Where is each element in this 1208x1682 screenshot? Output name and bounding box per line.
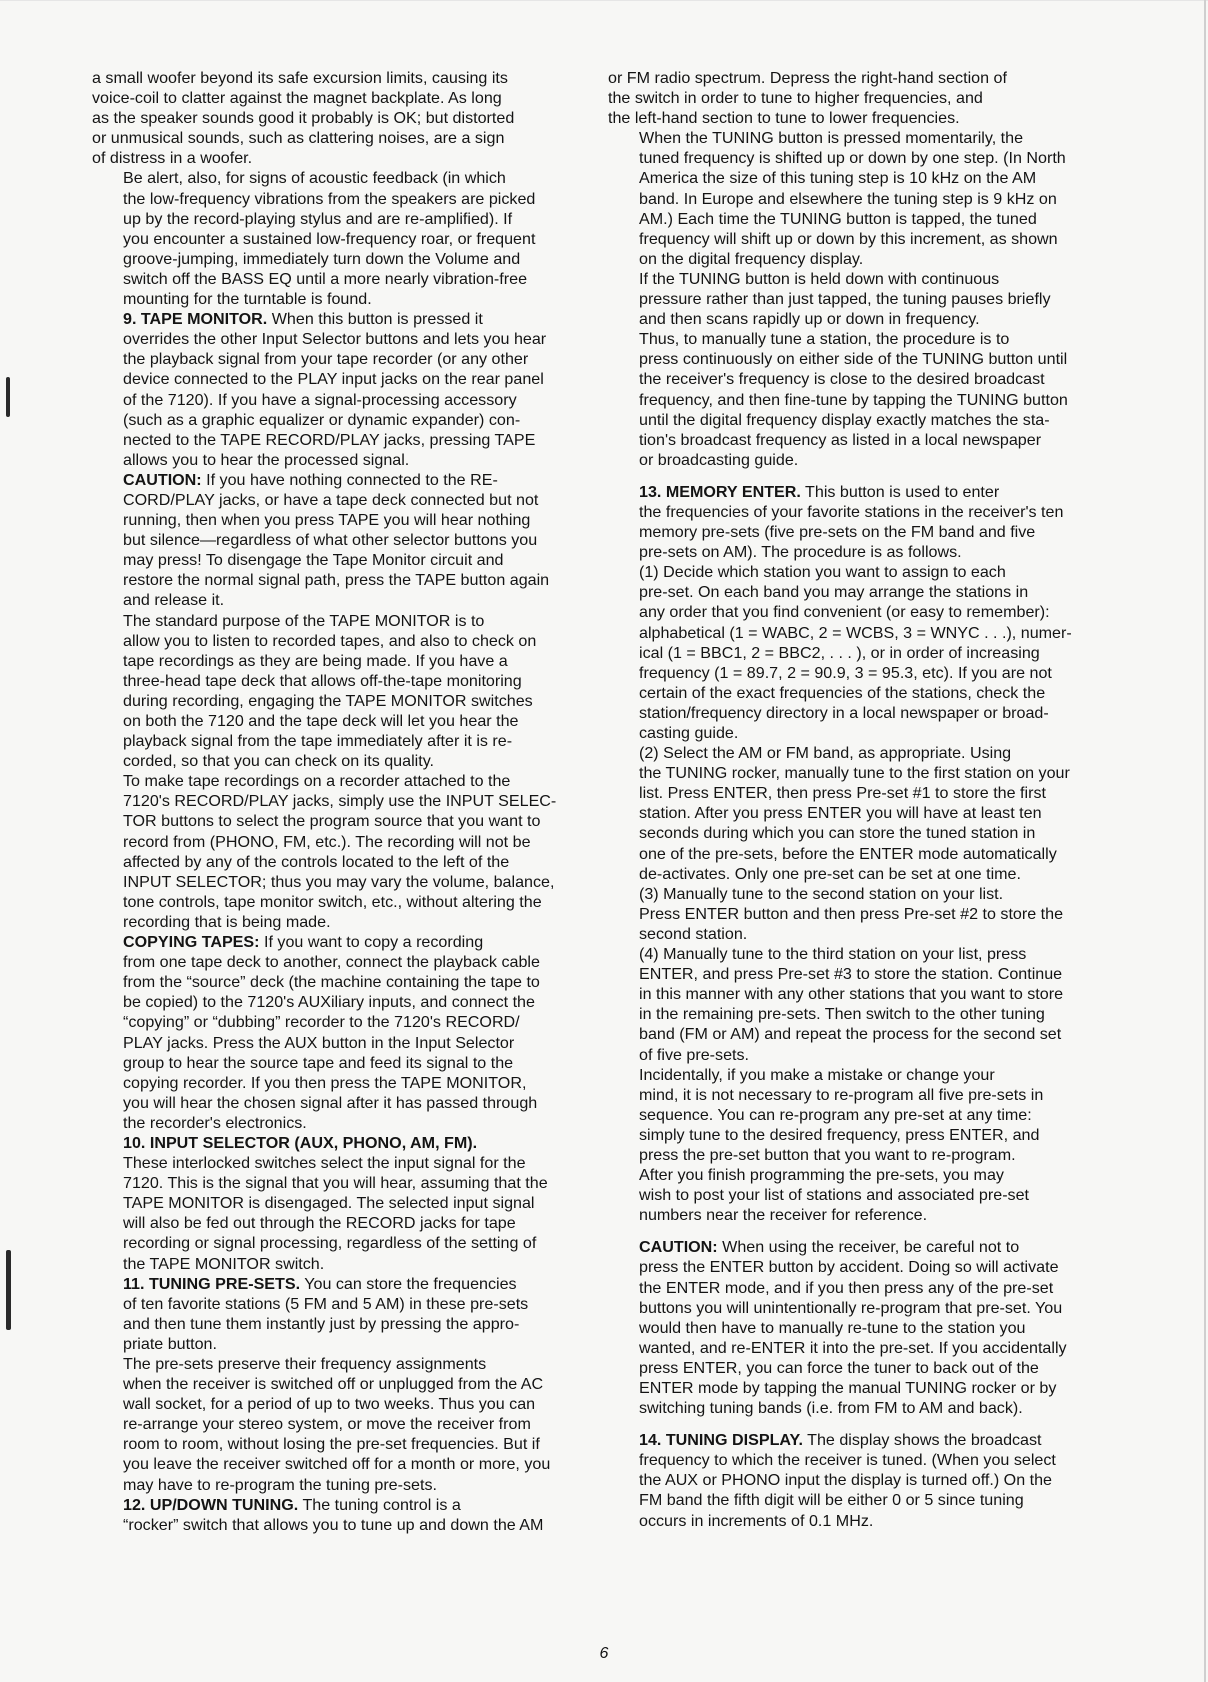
text-line: press ENTER, you can force the tuner to back out of the bbox=[639, 1358, 1039, 1377]
paragraph bbox=[92, 168, 584, 309]
text-line: group to hear the source tape and feed its signal to the bbox=[123, 1053, 514, 1072]
text-line: of distress in a woofer. bbox=[92, 149, 253, 168]
text-line: and then scans rapidly up or down in frequency. bbox=[639, 310, 980, 329]
text-line: INPUT SELECTOR; thus you may vary the volume, balance, bbox=[123, 872, 555, 891]
text-line: certain of the exact frequencies of the stations, check the bbox=[639, 683, 1046, 702]
text-line: (3) Manually tune to the second station on your list. bbox=[639, 884, 1004, 903]
text-line: during recording, engaging the TAPE MONITOR switches bbox=[123, 691, 533, 710]
text-line: of the 7120). If you have a signal-processing accessory bbox=[123, 390, 517, 409]
text-line: Incidentally, if you make a mistake or change your bbox=[639, 1065, 995, 1084]
text-line: one of the pre-sets, before the ENTER mode automatically bbox=[639, 844, 1057, 863]
text-line bbox=[92, 470, 584, 490]
scan-edge-right bbox=[1204, 0, 1206, 1682]
text-line: tion's broadcast frequency as listed in a local newspaper bbox=[639, 430, 1042, 449]
paragraph bbox=[608, 1165, 1102, 1225]
text-line: frequency will shift up or down by this increment, as shown bbox=[639, 229, 1058, 248]
heading-continuation: The display shows the broadcast bbox=[802, 1431, 1042, 1450]
text-line bbox=[92, 932, 584, 952]
text-line: room to room, without losing the pre-set frequencies. But if bbox=[123, 1435, 540, 1454]
text-line: will also be fed out through the RECORD jacks for tape bbox=[123, 1214, 516, 1233]
text-line: from one tape deck to another, connect the playback cable bbox=[123, 953, 540, 972]
paragraph bbox=[608, 1237, 1102, 1418]
text-line: of five pre-sets. bbox=[639, 1045, 750, 1064]
text-line: The pre-sets preserve their frequency assignments bbox=[123, 1355, 487, 1373]
text-line: FM band the fifth digit will be either 0 or 5 since tuning bbox=[639, 1491, 1024, 1510]
paragraph bbox=[92, 1274, 584, 1354]
binder-hole-mark bbox=[6, 1250, 11, 1330]
text-line: frequency to which the receiver is tuned. (When you select bbox=[639, 1451, 1056, 1470]
text-line: the switch in order to tune to higher frequencies, and bbox=[608, 89, 983, 108]
text-line bbox=[92, 1133, 584, 1153]
text-line: list. Press ENTER, then press Pre-set #1 to store the first bbox=[639, 784, 1046, 803]
text-line: the recorder's electronics. bbox=[123, 1113, 307, 1132]
text-line bbox=[92, 1495, 584, 1515]
text-line: pressure rather than just tapped, the tuning pauses briefly bbox=[639, 290, 1051, 309]
paragraph bbox=[608, 482, 1102, 562]
text-line: a small woofer beyond its safe excursion limits, causing its bbox=[92, 69, 508, 87]
text-line: you encounter a sustained low-frequency roar, or frequent bbox=[123, 229, 536, 248]
text-line: and release it. bbox=[123, 591, 225, 610]
text-line: tape recordings as they are being made. If you have a bbox=[123, 651, 508, 670]
text-line: If the TUNING button is held down with continuous bbox=[639, 269, 1000, 288]
heading-continuation: When using the receiver, be careful not to bbox=[717, 1238, 1020, 1257]
paragraph bbox=[92, 470, 584, 611]
text-line: second station. bbox=[639, 924, 748, 943]
scan-edge-top bbox=[0, 0, 1208, 1]
text-line: the AUX or PHONO input the display is turned off.) On the bbox=[639, 1471, 1052, 1490]
text-line: affected by any of the controls located to the left of the bbox=[123, 852, 510, 871]
text-line: press the pre-set button that you want to re-program. bbox=[639, 1145, 1016, 1164]
text-line: record from (PHONO, FM, etc.). The recording will not be bbox=[123, 832, 531, 851]
text-line bbox=[92, 1274, 584, 1294]
text-line: re-arrange your stereo system, or move the receiver from bbox=[123, 1415, 531, 1434]
paragraph bbox=[92, 309, 584, 470]
text-line: you will hear the chosen signal after it has passed through bbox=[123, 1093, 538, 1112]
right-column bbox=[608, 68, 1102, 1531]
text-line: Be alert, also, for signs of acoustic feedback (in which bbox=[123, 169, 506, 188]
heading-continuation: If you have nothing connected to the RE- bbox=[201, 470, 498, 489]
paragraph bbox=[92, 68, 584, 168]
section-heading: 12. UP/DOWN TUNING. bbox=[123, 1495, 299, 1514]
text-line: America the size of this tuning step is 10 kHz on the AM bbox=[639, 169, 1037, 188]
heading-continuation: You can store the frequencies bbox=[300, 1274, 517, 1293]
section-heading: 13. MEMORY ENTER. bbox=[639, 482, 801, 501]
text-line: wall socket, for a period of up to two weeks. Thus you can bbox=[123, 1395, 536, 1414]
heading-continuation: When this button is pressed it bbox=[267, 310, 483, 329]
text-line: CORD/PLAY jacks, or have a tape deck connected but not bbox=[123, 490, 539, 509]
text-line: AM.) Each time the TUNING button is tapped, the tuned bbox=[639, 209, 1037, 228]
text-line: To make tape recordings on a recorder attached to the bbox=[123, 772, 511, 791]
text-line: running, then when you press TAPE you will hear nothing bbox=[123, 511, 531, 530]
heading-continuation: If you want to copy a recording bbox=[259, 933, 484, 952]
text-line: the left-hand section to tune to lower frequencies. bbox=[608, 109, 960, 128]
text-line: the ENTER mode, and if you then press any of the pre-set bbox=[639, 1278, 1054, 1297]
text-line bbox=[608, 1237, 1102, 1257]
text-line: allows you to hear the processed signal. bbox=[123, 450, 410, 469]
text-line: numbers near the receiver for reference. bbox=[639, 1206, 928, 1225]
text-line: alphabetical (1 = WABC, 2 = WCBS, 3 = WNYC . . .), numer- bbox=[639, 623, 1072, 642]
paragraph bbox=[92, 771, 584, 932]
paragraph bbox=[92, 1133, 584, 1274]
paragraph bbox=[92, 932, 584, 1133]
text-line: any order that you find convenient (or easy to remember): bbox=[639, 603, 1050, 622]
text-line: occurs in increments of 0.1 MHz. bbox=[639, 1511, 874, 1530]
text-line: until the digital frequency display exactly matches the sta- bbox=[639, 410, 1050, 429]
text-line: band. In Europe and elsewhere the tuning step is 9 kHz on bbox=[639, 189, 1057, 208]
section-heading: COPYING TAPES: bbox=[123, 933, 260, 952]
text-line: (such as a graphic equalizer or dynamic expander) con- bbox=[123, 410, 521, 429]
text-line: corded, so that you can check on its quality. bbox=[123, 752, 435, 771]
section-heading: 9. TAPE MONITOR. bbox=[123, 310, 268, 329]
paragraph bbox=[92, 611, 584, 772]
text-line: the TUNING rocker, manually tune to the first station on your bbox=[639, 764, 1070, 783]
paragraph bbox=[608, 884, 1102, 944]
text-line: These interlocked switches select the input signal for the bbox=[123, 1154, 526, 1173]
text-line: de-activates. Only one pre-set can be set at one time. bbox=[639, 864, 1021, 883]
text-line: TAPE MONITOR is disengaged. The selected input signal bbox=[123, 1194, 535, 1213]
text-line: in this manner with any other stations that you want to store bbox=[639, 985, 1064, 1004]
text-line: frequency, and then fine-tune by tapping the TUNING button bbox=[639, 390, 1068, 409]
text-line: PLAY jacks. Press the AUX button in the Input Selector bbox=[123, 1033, 515, 1052]
text-line: from the “source” deck (the machine containing the tape to bbox=[123, 973, 540, 992]
text-line: three-head tape deck that allows off-the-tape monitoring bbox=[123, 671, 522, 690]
paragraph bbox=[608, 269, 1102, 329]
text-line: be copied) to the 7120's AUXiliary inputs, and connect the bbox=[123, 993, 535, 1012]
paragraph bbox=[608, 944, 1102, 1065]
text-line: simply tune to the desired frequency, press ENTER, and bbox=[639, 1125, 1040, 1144]
page-number: 6 bbox=[599, 1645, 609, 1662]
text-line: of ten favorite stations (5 FM and 5 AM) in these pre-sets bbox=[123, 1294, 529, 1313]
text-line: Press ENTER button and then press Pre-set #2 to store the bbox=[639, 904, 1064, 923]
paragraph bbox=[608, 128, 1102, 269]
text-line: the TAPE MONITOR switch. bbox=[123, 1254, 325, 1273]
text-line: and then tune them instantly just by pressing the appro- bbox=[123, 1314, 520, 1333]
text-line: may press! To disengage the Tape Monitor circuit and bbox=[123, 551, 504, 570]
section-heading: CAUTION: bbox=[639, 1238, 718, 1257]
text-line: “copying” or “dubbing” recorder to the 7120's RECORD/ bbox=[123, 1013, 520, 1032]
text-line: (1) Decide which station you want to assign to each bbox=[639, 563, 1006, 582]
text-line: ENTER mode by tapping the manual TUNING rocker or by bbox=[639, 1379, 1057, 1397]
text-line: allow you to listen to recorded tapes, and also to check on bbox=[123, 631, 537, 650]
text-line: wanted, and re-ENTER it into the pre-set. If you accidentally bbox=[639, 1338, 1067, 1357]
text-line: band (FM or AM) and repeat the process for the second set bbox=[639, 1025, 1062, 1044]
text-line: mounting for the turntable is found. bbox=[123, 290, 372, 309]
text-line: in the remaining pre-sets. Then switch to the other tuning bbox=[639, 1005, 1045, 1024]
text-line: casting guide. bbox=[639, 724, 739, 742]
text-line: mind, it is not necessary to re-program all five pre-sets in bbox=[639, 1085, 1044, 1104]
text-line: when the receiver is switched off or unplugged from the AC bbox=[123, 1375, 544, 1394]
paragraph bbox=[608, 743, 1102, 884]
text-line: copying recorder. If you then press the TAPE MONITOR, bbox=[123, 1073, 527, 1092]
section-heading: CAUTION: bbox=[123, 470, 202, 489]
text-line: 7120. This is the signal that you will hear, assuming that the bbox=[123, 1174, 548, 1193]
text-line: After you finish programming the pre-sets, you may bbox=[639, 1166, 1004, 1185]
text-line: switching tuning bands (i.e. from FM to AM and back). bbox=[639, 1399, 1023, 1418]
text-line: buttons you will unintentionally re-program that pre-set. You bbox=[639, 1298, 1063, 1317]
text-line: memory pre-sets (five pre-sets on the FM band and five bbox=[639, 523, 1036, 542]
text-line: or unmusical sounds, such as clattering noises, are a sign bbox=[92, 129, 505, 148]
text-line: press the ENTER button by accident. Doing so will activate bbox=[639, 1258, 1059, 1277]
text-line: The standard purpose of the TAPE MONITOR is to bbox=[123, 611, 485, 630]
heading-continuation: This button is used to enter bbox=[800, 482, 1000, 501]
text-line bbox=[608, 1430, 1102, 1450]
text-line: may have to re-program the tuning pre-sets. bbox=[123, 1475, 437, 1494]
text-line: pre-sets on AM). The procedure is as follows. bbox=[639, 543, 962, 562]
text-line: switch off the BASS EQ until a more nearly vibration-free bbox=[123, 269, 528, 288]
text-line: 7120's RECORD/PLAY jacks, simply use the INPUT SELEC- bbox=[123, 792, 557, 811]
text-line: TOR buttons to select the program source that you want to bbox=[123, 812, 541, 831]
text-line: on both the 7120 and the tape deck will let you hear the bbox=[123, 712, 519, 730]
text-line: press continuously on either side of the TUNING button until bbox=[639, 350, 1068, 369]
text-line: tone controls, tape monitor switch, etc., without altering the bbox=[123, 892, 542, 911]
paragraph bbox=[608, 1065, 1102, 1165]
text-line: on the digital frequency display. bbox=[639, 249, 864, 268]
text-line: ENTER, and press Pre-set #3 to store the station. Continue bbox=[639, 965, 1063, 984]
text-line bbox=[92, 309, 584, 329]
text-line: device connected to the PLAY input jacks on the rear panel bbox=[123, 370, 544, 389]
text-line: or broadcasting guide. bbox=[639, 450, 799, 469]
text-line: overrides the other Input Selector buttons and lets you hear bbox=[123, 330, 547, 349]
text-line: Thus, to manually tune a station, the procedure is to bbox=[639, 330, 1010, 349]
text-line: sequence. You can re-program any pre-set at any time: bbox=[639, 1105, 1032, 1124]
text-line: the frequencies of your favorite stations in the receiver's ten bbox=[639, 502, 1064, 521]
text-line: restore the normal signal path, press the TAPE button again bbox=[123, 571, 550, 590]
text-line: station/frequency directory in a local newspaper or broad- bbox=[639, 703, 1049, 722]
text-line: recording or signal processing, regardless of the setting of bbox=[123, 1234, 537, 1253]
text-line: wish to post your list of stations and associated pre-set bbox=[639, 1186, 1030, 1205]
text-line: as the speaker sounds good it probably is OK; but distorted bbox=[92, 109, 515, 128]
binder-hole-mark bbox=[6, 377, 10, 417]
text-line: seconds during which you can store the tuned station in bbox=[639, 824, 1036, 843]
text-line: playback signal from the tape immediately after it is re- bbox=[123, 732, 513, 751]
paragraph bbox=[608, 1430, 1102, 1530]
paragraph bbox=[92, 1495, 584, 1535]
text-line: but silence—regardless of what other selector buttons you bbox=[123, 531, 538, 550]
text-line: would then have to manually re-tune to the station you bbox=[639, 1318, 1026, 1337]
text-line bbox=[608, 482, 1102, 502]
text-line: frequency (1 = 89.7, 2 = 90.9, 3 = 95.3, etc). If you are not bbox=[639, 663, 1052, 682]
left-column bbox=[92, 68, 584, 1535]
text-line: the playback signal from your tape recorder (or any other bbox=[123, 350, 529, 369]
text-line: nected to the TAPE RECORD/PLAY jacks, pressing TAPE bbox=[123, 430, 536, 449]
text-line: station. After you press ENTER you will have at least ten bbox=[639, 804, 1042, 823]
text-line: priate button. bbox=[123, 1334, 217, 1353]
heading-continuation: The tuning control is a bbox=[298, 1495, 461, 1514]
text-line: tuned frequency is shifted up or down by one step. (In North bbox=[639, 149, 1066, 168]
text-line: the receiver's frequency is close to the desired broadcast bbox=[639, 370, 1045, 389]
text-line: (4) Manually tune to the third station on your list, press bbox=[639, 945, 1027, 964]
text-line: groove-jumping, immediately turn down the Volume and bbox=[123, 249, 521, 268]
section-heading: 10. INPUT SELECTOR (AUX, PHONO, AM, FM). bbox=[123, 1133, 478, 1152]
text-line: you leave the receiver switched off for a month or more, you bbox=[123, 1455, 551, 1474]
paragraph bbox=[92, 1354, 584, 1495]
text-line: pre-set. On each band you may arrange the stations in bbox=[639, 583, 1029, 602]
paragraph bbox=[608, 68, 1102, 128]
text-line: up by the record-playing stylus and are re-amplified). If bbox=[123, 209, 513, 228]
paragraph bbox=[608, 562, 1102, 743]
section-heading: 11. TUNING PRE-SETS. bbox=[123, 1274, 301, 1293]
text-line: “rocker” switch that allows you to tune up and down the AM bbox=[123, 1515, 544, 1534]
text-line: or FM radio spectrum. Depress the right-hand section of bbox=[608, 69, 1007, 87]
text-line: ical (1 = BBC1, 2 = BBC2, . . . ), or in order of increasing bbox=[639, 643, 1040, 662]
paragraph bbox=[608, 329, 1102, 470]
text-line: voice-coil to clatter against the magnet backplate. As long bbox=[92, 89, 502, 108]
text-line: recording that is being made. bbox=[123, 912, 331, 931]
text-line: the low-frequency vibrations from the speakers are picked bbox=[123, 189, 536, 208]
text-line: When the TUNING button is pressed momentarily, the bbox=[639, 129, 1024, 148]
section-heading: 14. TUNING DISPLAY. bbox=[639, 1431, 803, 1450]
text-line: (2) Select the AM or FM band, as appropriate. Using bbox=[639, 744, 1012, 763]
